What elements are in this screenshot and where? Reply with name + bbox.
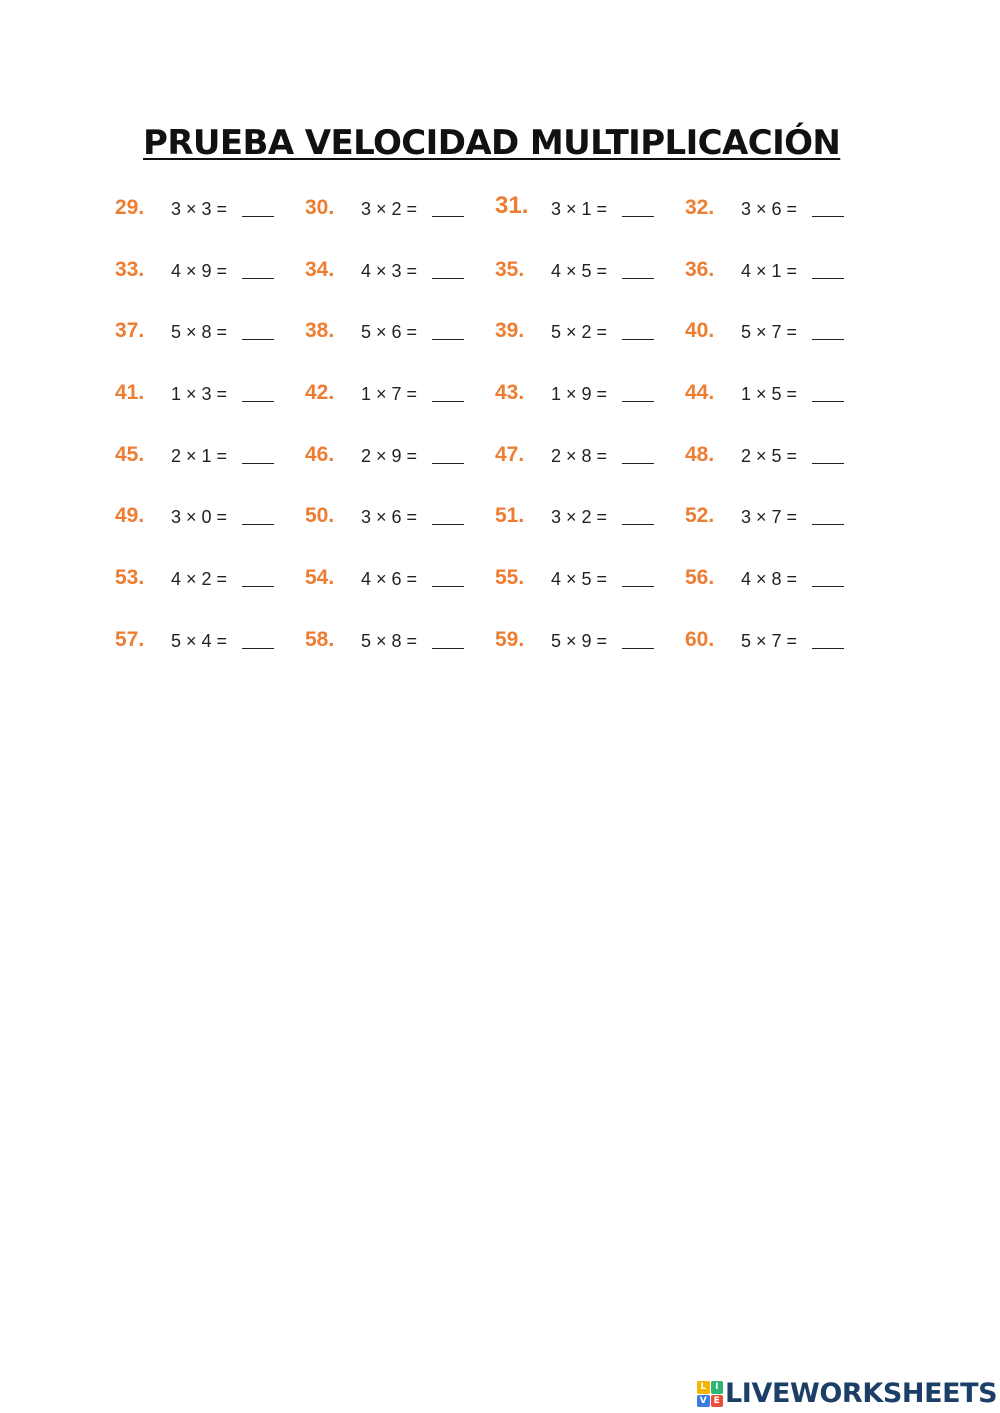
- multiplication-expression: 1 × 7 =: [361, 384, 418, 405]
- problem-row: [115, 437, 875, 499]
- answer-blank[interactable]: [622, 339, 654, 340]
- problem-number: 37.: [115, 319, 145, 343]
- multiplication-expression: 3 × 6 =: [361, 507, 418, 528]
- answer-blank[interactable]: [622, 586, 654, 587]
- problem-item: [115, 252, 305, 288]
- problem-number: 31.: [495, 192, 529, 219]
- multiplication-expression: 5 × 4 =: [171, 630, 228, 651]
- problem-item: [115, 375, 305, 411]
- problem-item: [685, 313, 875, 349]
- problem-number: 54.: [305, 566, 335, 590]
- answer-blank[interactable]: [812, 339, 844, 340]
- answer-blank[interactable]: [812, 401, 844, 402]
- multiplication-expression: 4 × 1 =: [741, 260, 798, 281]
- problem-number: 46.: [305, 442, 335, 466]
- problem-item: [495, 190, 685, 226]
- multiplication-expression: 5 × 7 =: [741, 322, 798, 343]
- problem-item: [305, 498, 495, 534]
- multiplication-expression: 2 × 5 =: [741, 445, 798, 466]
- problem-number: 60.: [685, 627, 715, 651]
- logo-mark-letter-i: I: [711, 1381, 724, 1394]
- problem-row: [115, 252, 875, 314]
- answer-blank[interactable]: [432, 524, 464, 525]
- problem-item: [115, 498, 305, 534]
- problem-item: [495, 437, 685, 473]
- multiplication-expression: 3 × 6 =: [741, 199, 798, 219]
- multiplication-expression: 1 × 9 =: [551, 384, 608, 405]
- answer-blank[interactable]: [812, 216, 844, 217]
- multiplication-expression: 3 × 2 =: [361, 199, 418, 219]
- answer-blank[interactable]: [432, 463, 464, 464]
- liveworksheets-logo: [697, 1379, 997, 1409]
- problem-number: 30.: [305, 196, 335, 219]
- problem-item: [495, 560, 685, 596]
- problem-item: [305, 437, 495, 473]
- answer-blank[interactable]: [622, 216, 654, 217]
- problem-number: 50.: [305, 504, 335, 528]
- problem-item: [685, 498, 875, 534]
- multiplication-expression: 5 × 9 =: [551, 630, 608, 651]
- problem-number: 32.: [685, 196, 715, 219]
- problem-item: [305, 622, 495, 658]
- answer-blank[interactable]: [622, 401, 654, 402]
- problem-number: 56.: [685, 566, 715, 590]
- answer-blank[interactable]: [622, 463, 654, 464]
- problem-number: 34.: [305, 257, 335, 281]
- problem-row: [115, 560, 875, 622]
- problem-item: [115, 313, 305, 349]
- problem-item: [115, 622, 305, 658]
- problem-item: [685, 622, 875, 658]
- answer-blank[interactable]: [622, 524, 654, 525]
- answer-blank[interactable]: [812, 524, 844, 525]
- logo-mark-letter-v: V: [697, 1395, 710, 1408]
- problem-item: [685, 437, 875, 473]
- answer-blank[interactable]: [242, 401, 274, 402]
- answer-blank[interactable]: [242, 278, 274, 279]
- problem-number: 42.: [305, 381, 335, 405]
- problem-item: [115, 560, 305, 596]
- problem-number: 58.: [305, 627, 335, 651]
- multiplication-expression: 5 × 6 =: [361, 322, 418, 343]
- answer-blank[interactable]: [242, 216, 274, 217]
- problem-item: [685, 252, 875, 288]
- multiplication-expression: 1 × 3 =: [171, 384, 228, 405]
- multiplication-expression: 3 × 3 =: [171, 199, 228, 219]
- problem-row: [115, 313, 875, 375]
- multiplication-expression: 2 × 1 =: [171, 445, 228, 466]
- problem-row: [115, 190, 875, 252]
- multiplication-expression: 5 × 8 =: [171, 322, 228, 343]
- problem-item: [305, 252, 495, 288]
- answer-blank[interactable]: [812, 278, 844, 279]
- answer-blank[interactable]: [812, 648, 844, 649]
- answer-blank[interactable]: [432, 648, 464, 649]
- problem-number: 41.: [115, 381, 145, 405]
- problem-number: 57.: [115, 627, 145, 651]
- problem-number: 52.: [685, 504, 715, 528]
- answer-blank[interactable]: [622, 278, 654, 279]
- multiplication-expression: 4 × 5 =: [551, 569, 608, 590]
- multiplication-expression: 4 × 6 =: [361, 569, 418, 590]
- multiplication-expression: 3 × 7 =: [741, 507, 798, 528]
- problem-number: 38.: [305, 319, 335, 343]
- answer-blank[interactable]: [432, 339, 464, 340]
- answer-blank[interactable]: [432, 401, 464, 402]
- logo-mark-icon: [697, 1381, 723, 1407]
- problem-item: [495, 313, 685, 349]
- multiplication-expression: 1 × 5 =: [741, 384, 798, 405]
- problem-item: [305, 313, 495, 349]
- problem-number: 44.: [685, 381, 715, 405]
- problem-number: 43.: [495, 381, 525, 405]
- multiplication-expression: 2 × 9 =: [361, 445, 418, 466]
- multiplication-expression: 4 × 5 =: [551, 260, 608, 281]
- answer-blank[interactable]: [432, 216, 464, 217]
- problem-row: [115, 498, 875, 560]
- answer-blank[interactable]: [242, 463, 274, 464]
- logo-mark-letter-e: E: [711, 1395, 724, 1408]
- answer-blank[interactable]: [812, 586, 844, 587]
- problem-number: 49.: [115, 504, 145, 528]
- answer-blank[interactable]: [812, 463, 844, 464]
- problem-number: 35.: [495, 257, 525, 281]
- worksheet-title: PRUEBA VELOCIDAD MULTIPLICACIÓN: [143, 123, 841, 163]
- problem-number: 36.: [685, 257, 715, 281]
- problem-number: 55.: [495, 566, 525, 590]
- problem-item: [115, 190, 305, 226]
- answer-blank[interactable]: [622, 648, 654, 649]
- problem-number: 53.: [115, 566, 145, 590]
- problem-item: [305, 375, 495, 411]
- multiplication-expression: 3 × 0 =: [171, 507, 228, 528]
- problem-number: 48.: [685, 442, 715, 466]
- problem-item: [115, 437, 305, 473]
- problem-item: [685, 560, 875, 596]
- problem-item: [685, 190, 875, 226]
- problem-number: 40.: [685, 319, 715, 343]
- problem-row: [115, 622, 875, 684]
- problem-item: [495, 252, 685, 288]
- multiplication-expression: 3 × 1 =: [551, 199, 608, 219]
- problem-row: [115, 375, 875, 437]
- answer-blank[interactable]: [242, 339, 274, 340]
- problem-item: [305, 190, 495, 226]
- problem-number: 51.: [495, 504, 525, 528]
- problem-number: 33.: [115, 257, 145, 281]
- problem-number: 59.: [495, 627, 525, 651]
- multiplication-expression: 4 × 8 =: [741, 569, 798, 590]
- multiplication-expression: 4 × 2 =: [171, 569, 228, 590]
- answer-blank[interactable]: [432, 278, 464, 279]
- problem-number: 45.: [115, 442, 145, 466]
- answer-blank[interactable]: [242, 648, 274, 649]
- answer-blank[interactable]: [432, 586, 464, 587]
- problem-item: [685, 375, 875, 411]
- multiplication-expression: 4 × 9 =: [171, 260, 228, 281]
- logo-mark-letter-l: L: [697, 1381, 710, 1394]
- problem-item: [495, 498, 685, 534]
- multiplication-expression: 5 × 8 =: [361, 630, 418, 651]
- logo-text: LIVEWORKSHEETS: [725, 1378, 998, 1409]
- problem-grid: [115, 190, 875, 684]
- multiplication-expression: 2 × 8 =: [551, 445, 608, 466]
- multiplication-expression: 3 × 2 =: [551, 507, 608, 528]
- problem-item: [495, 375, 685, 411]
- multiplication-expression: 5 × 7 =: [741, 630, 798, 651]
- problem-item: [495, 622, 685, 658]
- answer-blank[interactable]: [242, 586, 274, 587]
- multiplication-expression: 4 × 3 =: [361, 260, 418, 281]
- problem-number: 47.: [495, 442, 525, 466]
- problem-item: [305, 560, 495, 596]
- multiplication-expression: 5 × 2 =: [551, 322, 608, 343]
- problem-number: 29.: [115, 196, 145, 219]
- answer-blank[interactable]: [242, 524, 274, 525]
- problem-number: 39.: [495, 319, 525, 343]
